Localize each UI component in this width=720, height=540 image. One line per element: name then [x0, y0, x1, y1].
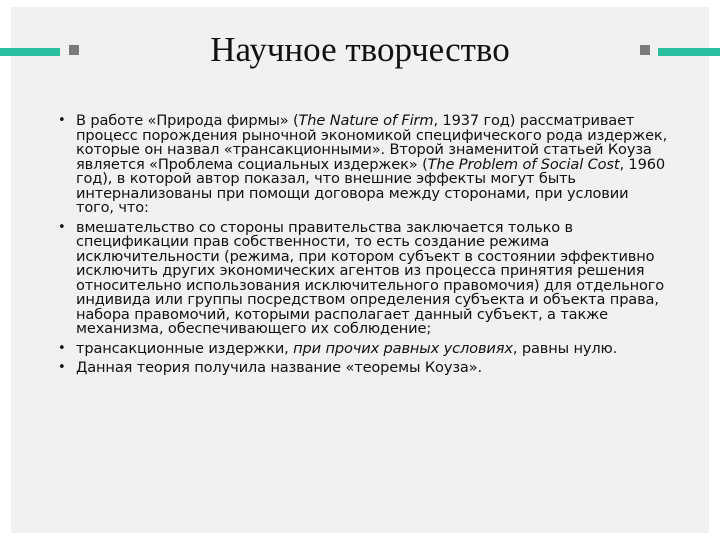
bullet-text: вмешательство со стороны правительства заключается только в спецификации прав собственности, то есть создание режима исключительности (режима, при котором субъект в состоянии эффективно исключить других экономических агентов из процесса принятия решения относительно использования исключительного правомочия) для отдельного индивида или группы посредством определения субъекта и объекта права, набора правомочий, которыми располагает данный субъект, а также механизма, обеспечивающего их соблюдение;: [76, 218, 665, 337]
book-title-nature-of-firm: The Nature of Firm: [298, 112, 434, 129]
slide-title: Научное творчество: [210, 30, 510, 69]
bullet-text: трансакционные издержки,: [76, 339, 294, 357]
bullet-text: , 1937 год) рассматривает процесс порождения рыночной экономикой специфического рода издержек, которые он назвал «трансакционными». Второй знаменитой статьей Коуза является «Проблема социальных издержек» (: [76, 112, 668, 173]
bullet-icon: •: [58, 113, 66, 128]
bullet-text: , равны нулю.: [512, 339, 618, 357]
bullet-item-3: [58, 339, 668, 357]
emphasis-ceteris-paribus: при прочих равных условиях: [293, 339, 513, 357]
bullet-icon: •: [58, 219, 66, 235]
bullet-text: , 1960 год), в которой автор показал, что внешние эффекты могут быть интернализованы при помощи договора между сторонами, при условии того, что:: [76, 155, 665, 216]
bullet-text: В работе «Природа фирмы» (: [76, 112, 299, 129]
bullet-item-1: [58, 114, 668, 216]
bullet-icon: •: [58, 340, 66, 356]
bullet-item-2: [58, 218, 668, 337]
bullet-icon: •: [58, 360, 66, 375]
bullet-text: Данная теория получила название «теоремы Коуза».: [76, 359, 482, 376]
bullet-item-4: [58, 361, 668, 376]
book-title-problem-of-social-cost: The Problem of Social Cost: [427, 155, 620, 173]
bullet-list: [58, 114, 668, 381]
